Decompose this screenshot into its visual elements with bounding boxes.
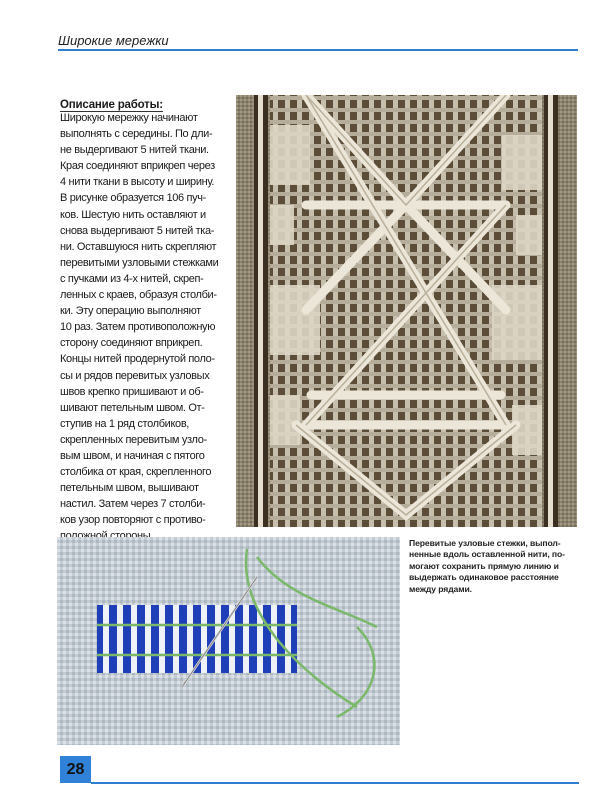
page-number: 28 [66,761,85,778]
page-title: Широкие мережки [58,33,169,48]
body-paragraph: Широкую мережку начинают выполнять с середины. По дли- не выдергивают 5 нитей ткани. Края соединяют вприкреп через 4 нити ткани в высоту и ширину. В рисунке образуется 106 пуч- ков. Шестую нить оставляют и снова выдергивают 5 нитей тка- ни. Оставшуюся нить скрепляют перевитыми узловыми стежками с пучками из 4-х нитей, скреп- ленных с краев, образуя столби- ки. Эту операцию выполняют 10 раз. Затем противоположную сторону соединяют вприкреп. Концы нитей продернутой поло- сы и рядов перевитых узловых швов крепко пришивают и об- шивают петельным швом. От- ступив на 1 ряд столбиков, скрепленных перевитым узло- вым швом, и начиная с пятого столбика от края, скрепленного петельным швом, вышивают настил. Затем через 7 столби- ков узор повторяют с противо- [60,112,219,527]
figure-caption: Перевитые узловые стежки, выпол- ненные вдоль оставленной нити, по- могают сохранить прямую линию и выдержать одинаковое расстояние между рядами. [409,538,565,594]
subheading-text: Описание работы: [60,99,163,111]
embroidery-photo-main [236,95,577,527]
title-rule [58,49,578,51]
page-number-box [60,756,91,783]
embroidery-photo-process [57,537,400,745]
bottom-rule [91,782,579,784]
